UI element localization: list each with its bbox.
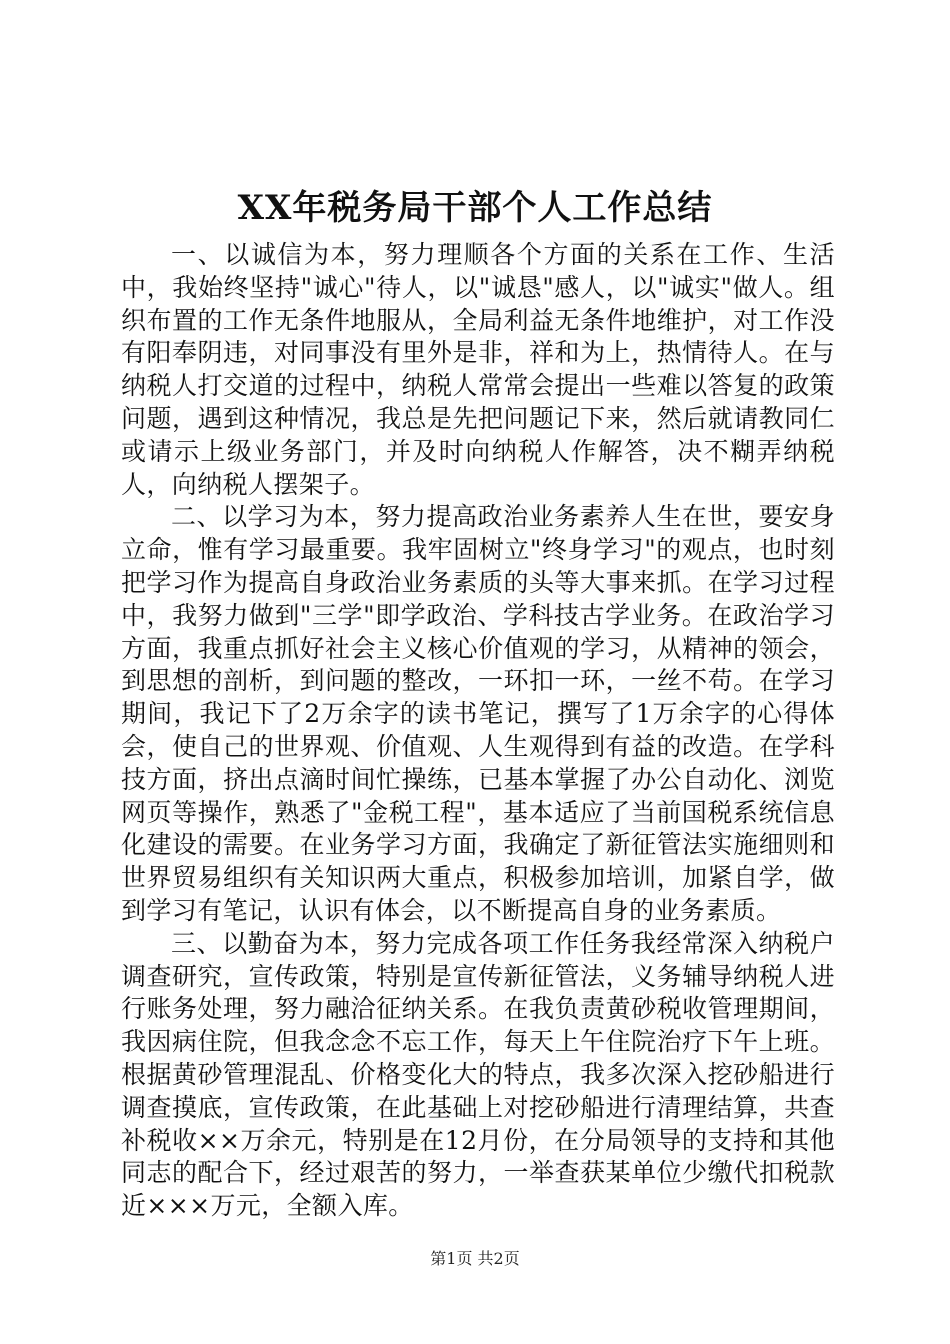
- paragraph-diligence: 三、以勤奋为本，努力完成各项工作任务我经常深入纳税户调查研究，宣传政策，特别是宣传新征管法，义务辅导纳税人进行账务处理，努力融洽征纳关系。在我负责黄砂税收管理期间，我因病住院，但我念念不忘工作，每天上午住院治疗下午上班。根据黄砂管理混乱、价格变化大的特点，我多次深入挖砂船进行调查摸底，宣传政策，在此基础上对挖砂船进行清理结算，共查补税收××万余元，特别是在12月份，在分局领导的支持和其他同志的配合下，经过艰苦的努力，一举查获某单位少缴代扣税款近×××万元，全额入库。: [121, 928, 835, 1221]
- document-body: [121, 239, 835, 1223]
- page-number-footer: 第1页 共2页: [430, 1249, 520, 1268]
- paragraph-learning: 二、以学习为本，努力提高政治业务素养人生在世，要安身立命，惟有学习最重要。我牢固树立"终身学习"的观点，也时刻把学习作为提高自身政治业务素质的头等大事来抓。在学习过程中，我努力做到"三学"即学政治、学科技古学业务。在政治学习方面，我重点抓好社会主义核心价值观的学习，从精神的领会，到思想的剖析，到问题的整改，一环扣一环，一丝不苟。在学习期间，我记下了2万余字的读书笔记，撰写了1万余字的心得体会，使自己的世界观、价值观、人生观得到有益的改造。在学科技方面，挤出点滴时间忙操练，已基本掌握了办公自动化、浏览网页等操作，熟悉了"金税工程"，基本适应了当前国税系统信息化建设的需要。在业务学习方面，我确定了新征管法实施细则和世界贸易组织有关知识两大重点，积极参加培训，加紧自学，做到学习有笔记，认识有体会，以不断提高自身的业务素质。: [121, 502, 835, 925]
- document-title: XX年税务局干部个人工作总结: [237, 188, 713, 228]
- paragraph-integrity: 一、以诚信为本，努力理顺各个方面的关系在工作、生活中，我始终坚持"诚心"待人，以"诚恳"感人，以"诚实"做人。组织布置的工作无条件地服从，全局利益无条件地维护，对工作没有阳奉阴违，对同事没有里外是非，祥和为上，热情待人。在与纳税人打交道的过程中，纳税人常常会提出一些难以答复的政策问题，遇到这种情况，我总是先把问题记下来，然后就请教同仁或请示上级业务部门，并及时向纳税人作解答，决不糊弄纳税人，向纳税人摆架子。: [121, 240, 835, 499]
